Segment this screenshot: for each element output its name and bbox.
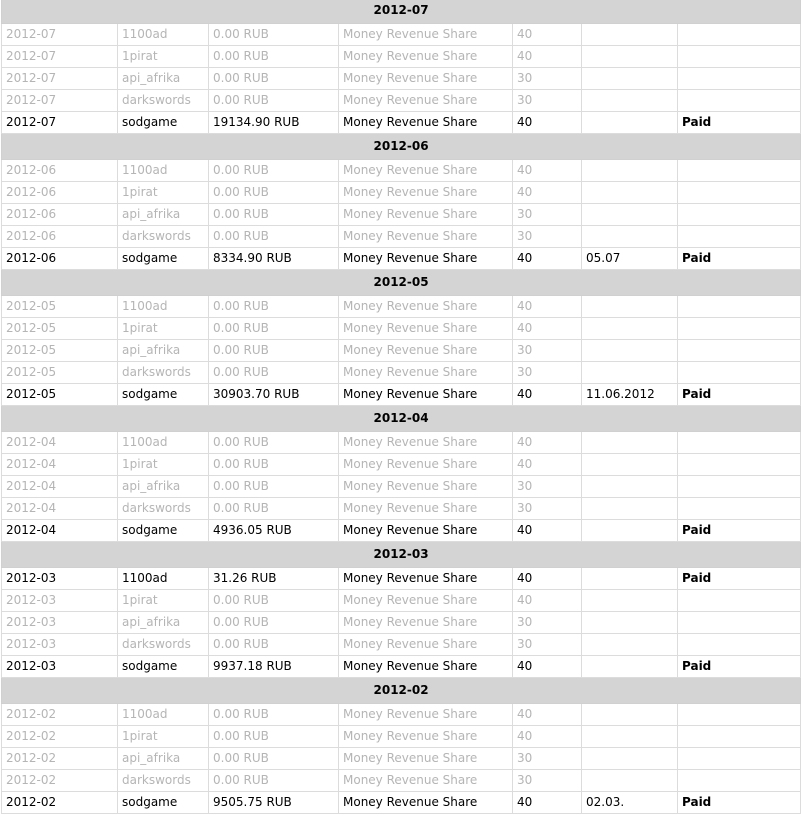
table-row	[2, 112, 801, 134]
partner-cell: api_afrika	[118, 748, 209, 770]
period-group-title: 2012-03	[2, 542, 801, 568]
payment-date-cell	[582, 498, 678, 520]
status-cell: Paid	[678, 656, 801, 678]
period-cell: 2012-06	[2, 248, 118, 270]
table-row	[2, 656, 801, 678]
payment-date-cell: 05.07	[582, 248, 678, 270]
period-cell: 2012-04	[2, 476, 118, 498]
period-cell: 2012-06	[2, 226, 118, 248]
share-type-cell: Money Revenue Share	[339, 704, 513, 726]
period-cell: 2012-04	[2, 520, 118, 542]
partner-cell: api_afrika	[118, 68, 209, 90]
payment-date-cell: 02.03.	[582, 792, 678, 814]
amount-cell: 0.00 RUB	[209, 46, 339, 68]
status-cell	[678, 476, 801, 498]
table-row	[2, 46, 801, 68]
partner-cell: 1pirat	[118, 46, 209, 68]
period-group-title: 2012-07	[2, 0, 801, 24]
status-cell	[678, 770, 801, 792]
status-cell	[678, 90, 801, 112]
table-row	[2, 90, 801, 112]
amount-cell: 0.00 RUB	[209, 160, 339, 182]
status-cell	[678, 362, 801, 384]
amount-cell: 0.00 RUB	[209, 226, 339, 248]
partner-cell: darkswords	[118, 498, 209, 520]
status-cell	[678, 318, 801, 340]
period-group-title: 2012-05	[2, 270, 801, 296]
period-cell: 2012-04	[2, 432, 118, 454]
share-percent-cell: 30	[513, 362, 582, 384]
share-type-cell: Money Revenue Share	[339, 296, 513, 318]
payment-date-cell	[582, 568, 678, 590]
partner-cell: api_afrika	[118, 476, 209, 498]
table-row	[2, 160, 801, 182]
share-type-cell: Money Revenue Share	[339, 226, 513, 248]
amount-cell: 0.00 RUB	[209, 454, 339, 476]
period-group-title: 2012-04	[2, 406, 801, 432]
table-row	[2, 748, 801, 770]
amount-cell: 0.00 RUB	[209, 612, 339, 634]
share-percent-cell: 40	[513, 182, 582, 204]
share-percent-cell: 40	[513, 296, 582, 318]
period-cell: 2012-06	[2, 182, 118, 204]
table-row	[2, 520, 801, 542]
payment-date-cell	[582, 296, 678, 318]
status-cell	[678, 296, 801, 318]
payment-date-cell	[582, 226, 678, 248]
partner-cell: sodgame	[118, 248, 209, 270]
share-type-cell: Money Revenue Share	[339, 520, 513, 542]
amount-cell: 0.00 RUB	[209, 24, 339, 46]
payment-date-cell: 11.06.2012	[582, 384, 678, 406]
share-percent-cell: 40	[513, 384, 582, 406]
status-cell	[678, 748, 801, 770]
partner-cell: 1100ad	[118, 296, 209, 318]
period-group-header	[2, 134, 801, 160]
share-type-cell: Money Revenue Share	[339, 656, 513, 678]
period-cell: 2012-02	[2, 770, 118, 792]
period-cell: 2012-04	[2, 498, 118, 520]
table-row	[2, 726, 801, 748]
amount-cell: 0.00 RUB	[209, 726, 339, 748]
partner-cell: 1100ad	[118, 568, 209, 590]
status-cell	[678, 704, 801, 726]
status-cell	[678, 498, 801, 520]
status-cell	[678, 590, 801, 612]
payment-date-cell	[582, 656, 678, 678]
amount-cell: 0.00 RUB	[209, 296, 339, 318]
table-row	[2, 68, 801, 90]
partner-cell: sodgame	[118, 656, 209, 678]
share-type-cell: Money Revenue Share	[339, 568, 513, 590]
amount-cell: 0.00 RUB	[209, 340, 339, 362]
status-cell	[678, 24, 801, 46]
table-row	[2, 432, 801, 454]
share-type-cell: Money Revenue Share	[339, 112, 513, 134]
partner-cell: sodgame	[118, 112, 209, 134]
payment-date-cell	[582, 520, 678, 542]
payment-date-cell	[582, 612, 678, 634]
partner-cell: darkswords	[118, 362, 209, 384]
payment-date-cell	[582, 770, 678, 792]
table-row	[2, 590, 801, 612]
status-cell	[678, 432, 801, 454]
period-cell: 2012-05	[2, 318, 118, 340]
share-percent-cell: 30	[513, 770, 582, 792]
amount-cell: 9937.18 RUB	[209, 656, 339, 678]
amount-cell: 31.26 RUB	[209, 568, 339, 590]
share-percent-cell: 40	[513, 318, 582, 340]
payment-date-cell	[582, 24, 678, 46]
amount-cell: 9505.75 RUB	[209, 792, 339, 814]
share-percent-cell: 40	[513, 520, 582, 542]
period-cell: 2012-05	[2, 362, 118, 384]
period-group-title: 2012-02	[2, 678, 801, 704]
status-cell	[678, 68, 801, 90]
amount-cell: 0.00 RUB	[209, 748, 339, 770]
table-row	[2, 612, 801, 634]
amount-cell: 0.00 RUB	[209, 770, 339, 792]
status-cell	[678, 226, 801, 248]
status-cell	[678, 454, 801, 476]
period-cell: 2012-02	[2, 726, 118, 748]
partner-cell: api_afrika	[118, 612, 209, 634]
amount-cell: 0.00 RUB	[209, 590, 339, 612]
amount-cell: 0.00 RUB	[209, 634, 339, 656]
partner-cell: darkswords	[118, 90, 209, 112]
payment-date-cell	[582, 432, 678, 454]
share-percent-cell: 40	[513, 454, 582, 476]
partner-cell: 1100ad	[118, 704, 209, 726]
share-type-cell: Money Revenue Share	[339, 24, 513, 46]
partner-cell: 1pirat	[118, 454, 209, 476]
share-type-cell: Money Revenue Share	[339, 204, 513, 226]
table-row	[2, 204, 801, 226]
table-row	[2, 384, 801, 406]
share-type-cell: Money Revenue Share	[339, 590, 513, 612]
period-cell: 2012-05	[2, 340, 118, 362]
share-type-cell: Money Revenue Share	[339, 454, 513, 476]
share-type-cell: Money Revenue Share	[339, 318, 513, 340]
share-type-cell: Money Revenue Share	[339, 182, 513, 204]
status-cell	[678, 726, 801, 748]
status-cell	[678, 46, 801, 68]
table-row	[2, 248, 801, 270]
share-type-cell: Money Revenue Share	[339, 432, 513, 454]
payment-date-cell	[582, 318, 678, 340]
payment-date-cell	[582, 204, 678, 226]
payment-date-cell	[582, 112, 678, 134]
period-cell: 2012-05	[2, 296, 118, 318]
payment-date-cell	[582, 90, 678, 112]
partner-cell: sodgame	[118, 384, 209, 406]
share-percent-cell: 30	[513, 634, 582, 656]
partner-cell: darkswords	[118, 634, 209, 656]
partner-cell: 1100ad	[118, 432, 209, 454]
amount-cell: 0.00 RUB	[209, 68, 339, 90]
share-type-cell: Money Revenue Share	[339, 362, 513, 384]
period-cell: 2012-03	[2, 590, 118, 612]
table-row	[2, 454, 801, 476]
share-type-cell: Money Revenue Share	[339, 90, 513, 112]
partner-cell: darkswords	[118, 770, 209, 792]
share-percent-cell: 40	[513, 112, 582, 134]
amount-cell: 19134.90 RUB	[209, 112, 339, 134]
share-type-cell: Money Revenue Share	[339, 726, 513, 748]
share-percent-cell: 30	[513, 68, 582, 90]
amount-cell: 0.00 RUB	[209, 362, 339, 384]
status-cell	[678, 340, 801, 362]
share-type-cell: Money Revenue Share	[339, 340, 513, 362]
share-percent-cell: 30	[513, 476, 582, 498]
payments-table-body	[2, 0, 801, 814]
share-type-cell: Money Revenue Share	[339, 476, 513, 498]
share-type-cell: Money Revenue Share	[339, 46, 513, 68]
table-row	[2, 568, 801, 590]
payment-date-cell	[582, 340, 678, 362]
period-cell: 2012-05	[2, 384, 118, 406]
status-cell	[678, 160, 801, 182]
amount-cell: 30903.70 RUB	[209, 384, 339, 406]
amount-cell: 0.00 RUB	[209, 704, 339, 726]
share-percent-cell: 40	[513, 248, 582, 270]
table-row	[2, 362, 801, 384]
share-type-cell: Money Revenue Share	[339, 748, 513, 770]
partner-cell: 1100ad	[118, 24, 209, 46]
amount-cell: 0.00 RUB	[209, 182, 339, 204]
period-cell: 2012-06	[2, 204, 118, 226]
table-row	[2, 476, 801, 498]
share-type-cell: Money Revenue Share	[339, 612, 513, 634]
period-cell: 2012-07	[2, 46, 118, 68]
share-type-cell: Money Revenue Share	[339, 792, 513, 814]
period-cell: 2012-06	[2, 160, 118, 182]
amount-cell: 8334.90 RUB	[209, 248, 339, 270]
table-row	[2, 24, 801, 46]
share-type-cell: Money Revenue Share	[339, 384, 513, 406]
table-row	[2, 318, 801, 340]
share-percent-cell: 40	[513, 46, 582, 68]
table-row	[2, 792, 801, 814]
share-type-cell: Money Revenue Share	[339, 634, 513, 656]
amount-cell: 4936.05 RUB	[209, 520, 339, 542]
status-cell: Paid	[678, 248, 801, 270]
share-type-cell: Money Revenue Share	[339, 160, 513, 182]
status-cell: Paid	[678, 792, 801, 814]
share-percent-cell: 30	[513, 340, 582, 362]
table-row	[2, 704, 801, 726]
partner-cell: sodgame	[118, 520, 209, 542]
period-cell: 2012-04	[2, 454, 118, 476]
period-cell: 2012-03	[2, 634, 118, 656]
payment-date-cell	[582, 46, 678, 68]
table-row	[2, 498, 801, 520]
partner-cell: api_afrika	[118, 340, 209, 362]
period-group-title: 2012-06	[2, 134, 801, 160]
partner-cell: 1pirat	[118, 726, 209, 748]
status-cell	[678, 634, 801, 656]
amount-cell: 0.00 RUB	[209, 498, 339, 520]
partner-cell: sodgame	[118, 792, 209, 814]
amount-cell: 0.00 RUB	[209, 204, 339, 226]
share-percent-cell: 30	[513, 204, 582, 226]
payment-date-cell	[582, 476, 678, 498]
partner-cell: 1pirat	[118, 318, 209, 340]
share-percent-cell: 40	[513, 704, 582, 726]
status-cell: Paid	[678, 520, 801, 542]
payment-date-cell	[582, 160, 678, 182]
share-percent-cell: 40	[513, 432, 582, 454]
status-cell: Paid	[678, 568, 801, 590]
status-cell	[678, 612, 801, 634]
share-type-cell: Money Revenue Share	[339, 248, 513, 270]
period-cell: 2012-02	[2, 704, 118, 726]
payment-date-cell	[582, 362, 678, 384]
period-cell: 2012-03	[2, 656, 118, 678]
status-cell: Paid	[678, 112, 801, 134]
share-percent-cell: 40	[513, 160, 582, 182]
partner-cell: 1pirat	[118, 590, 209, 612]
share-percent-cell: 40	[513, 24, 582, 46]
period-group-header	[2, 0, 801, 24]
period-cell: 2012-02	[2, 792, 118, 814]
table-row	[2, 634, 801, 656]
payment-date-cell	[582, 68, 678, 90]
table-row	[2, 770, 801, 792]
share-percent-cell: 40	[513, 656, 582, 678]
period-group-header	[2, 406, 801, 432]
period-cell: 2012-02	[2, 748, 118, 770]
partner-cell: 1pirat	[118, 182, 209, 204]
share-percent-cell: 30	[513, 612, 582, 634]
share-percent-cell: 40	[513, 792, 582, 814]
period-cell: 2012-03	[2, 612, 118, 634]
table-row	[2, 182, 801, 204]
payment-date-cell	[582, 182, 678, 204]
share-percent-cell: 30	[513, 498, 582, 520]
share-type-cell: Money Revenue Share	[339, 68, 513, 90]
table-row	[2, 340, 801, 362]
share-type-cell: Money Revenue Share	[339, 770, 513, 792]
payments-table	[1, 0, 801, 814]
table-row	[2, 226, 801, 248]
share-percent-cell: 40	[513, 590, 582, 612]
period-group-header	[2, 678, 801, 704]
status-cell	[678, 204, 801, 226]
share-type-cell: Money Revenue Share	[339, 498, 513, 520]
period-group-header	[2, 542, 801, 568]
table-row	[2, 296, 801, 318]
period-group-header	[2, 270, 801, 296]
period-cell: 2012-07	[2, 90, 118, 112]
amount-cell: 0.00 RUB	[209, 90, 339, 112]
status-cell: Paid	[678, 384, 801, 406]
payment-date-cell	[582, 634, 678, 656]
amount-cell: 0.00 RUB	[209, 432, 339, 454]
partner-cell: darkswords	[118, 226, 209, 248]
amount-cell: 0.00 RUB	[209, 476, 339, 498]
partner-cell: api_afrika	[118, 204, 209, 226]
share-percent-cell: 30	[513, 90, 582, 112]
status-cell	[678, 182, 801, 204]
partner-cell: 1100ad	[118, 160, 209, 182]
period-cell: 2012-07	[2, 112, 118, 134]
share-percent-cell: 40	[513, 726, 582, 748]
payment-date-cell	[582, 748, 678, 770]
payment-date-cell	[582, 726, 678, 748]
period-cell: 2012-07	[2, 24, 118, 46]
amount-cell: 0.00 RUB	[209, 318, 339, 340]
payment-date-cell	[582, 590, 678, 612]
period-cell: 2012-03	[2, 568, 118, 590]
share-percent-cell: 30	[513, 226, 582, 248]
share-percent-cell: 40	[513, 568, 582, 590]
payment-date-cell	[582, 704, 678, 726]
share-percent-cell: 30	[513, 748, 582, 770]
payment-date-cell	[582, 454, 678, 476]
period-cell: 2012-07	[2, 68, 118, 90]
